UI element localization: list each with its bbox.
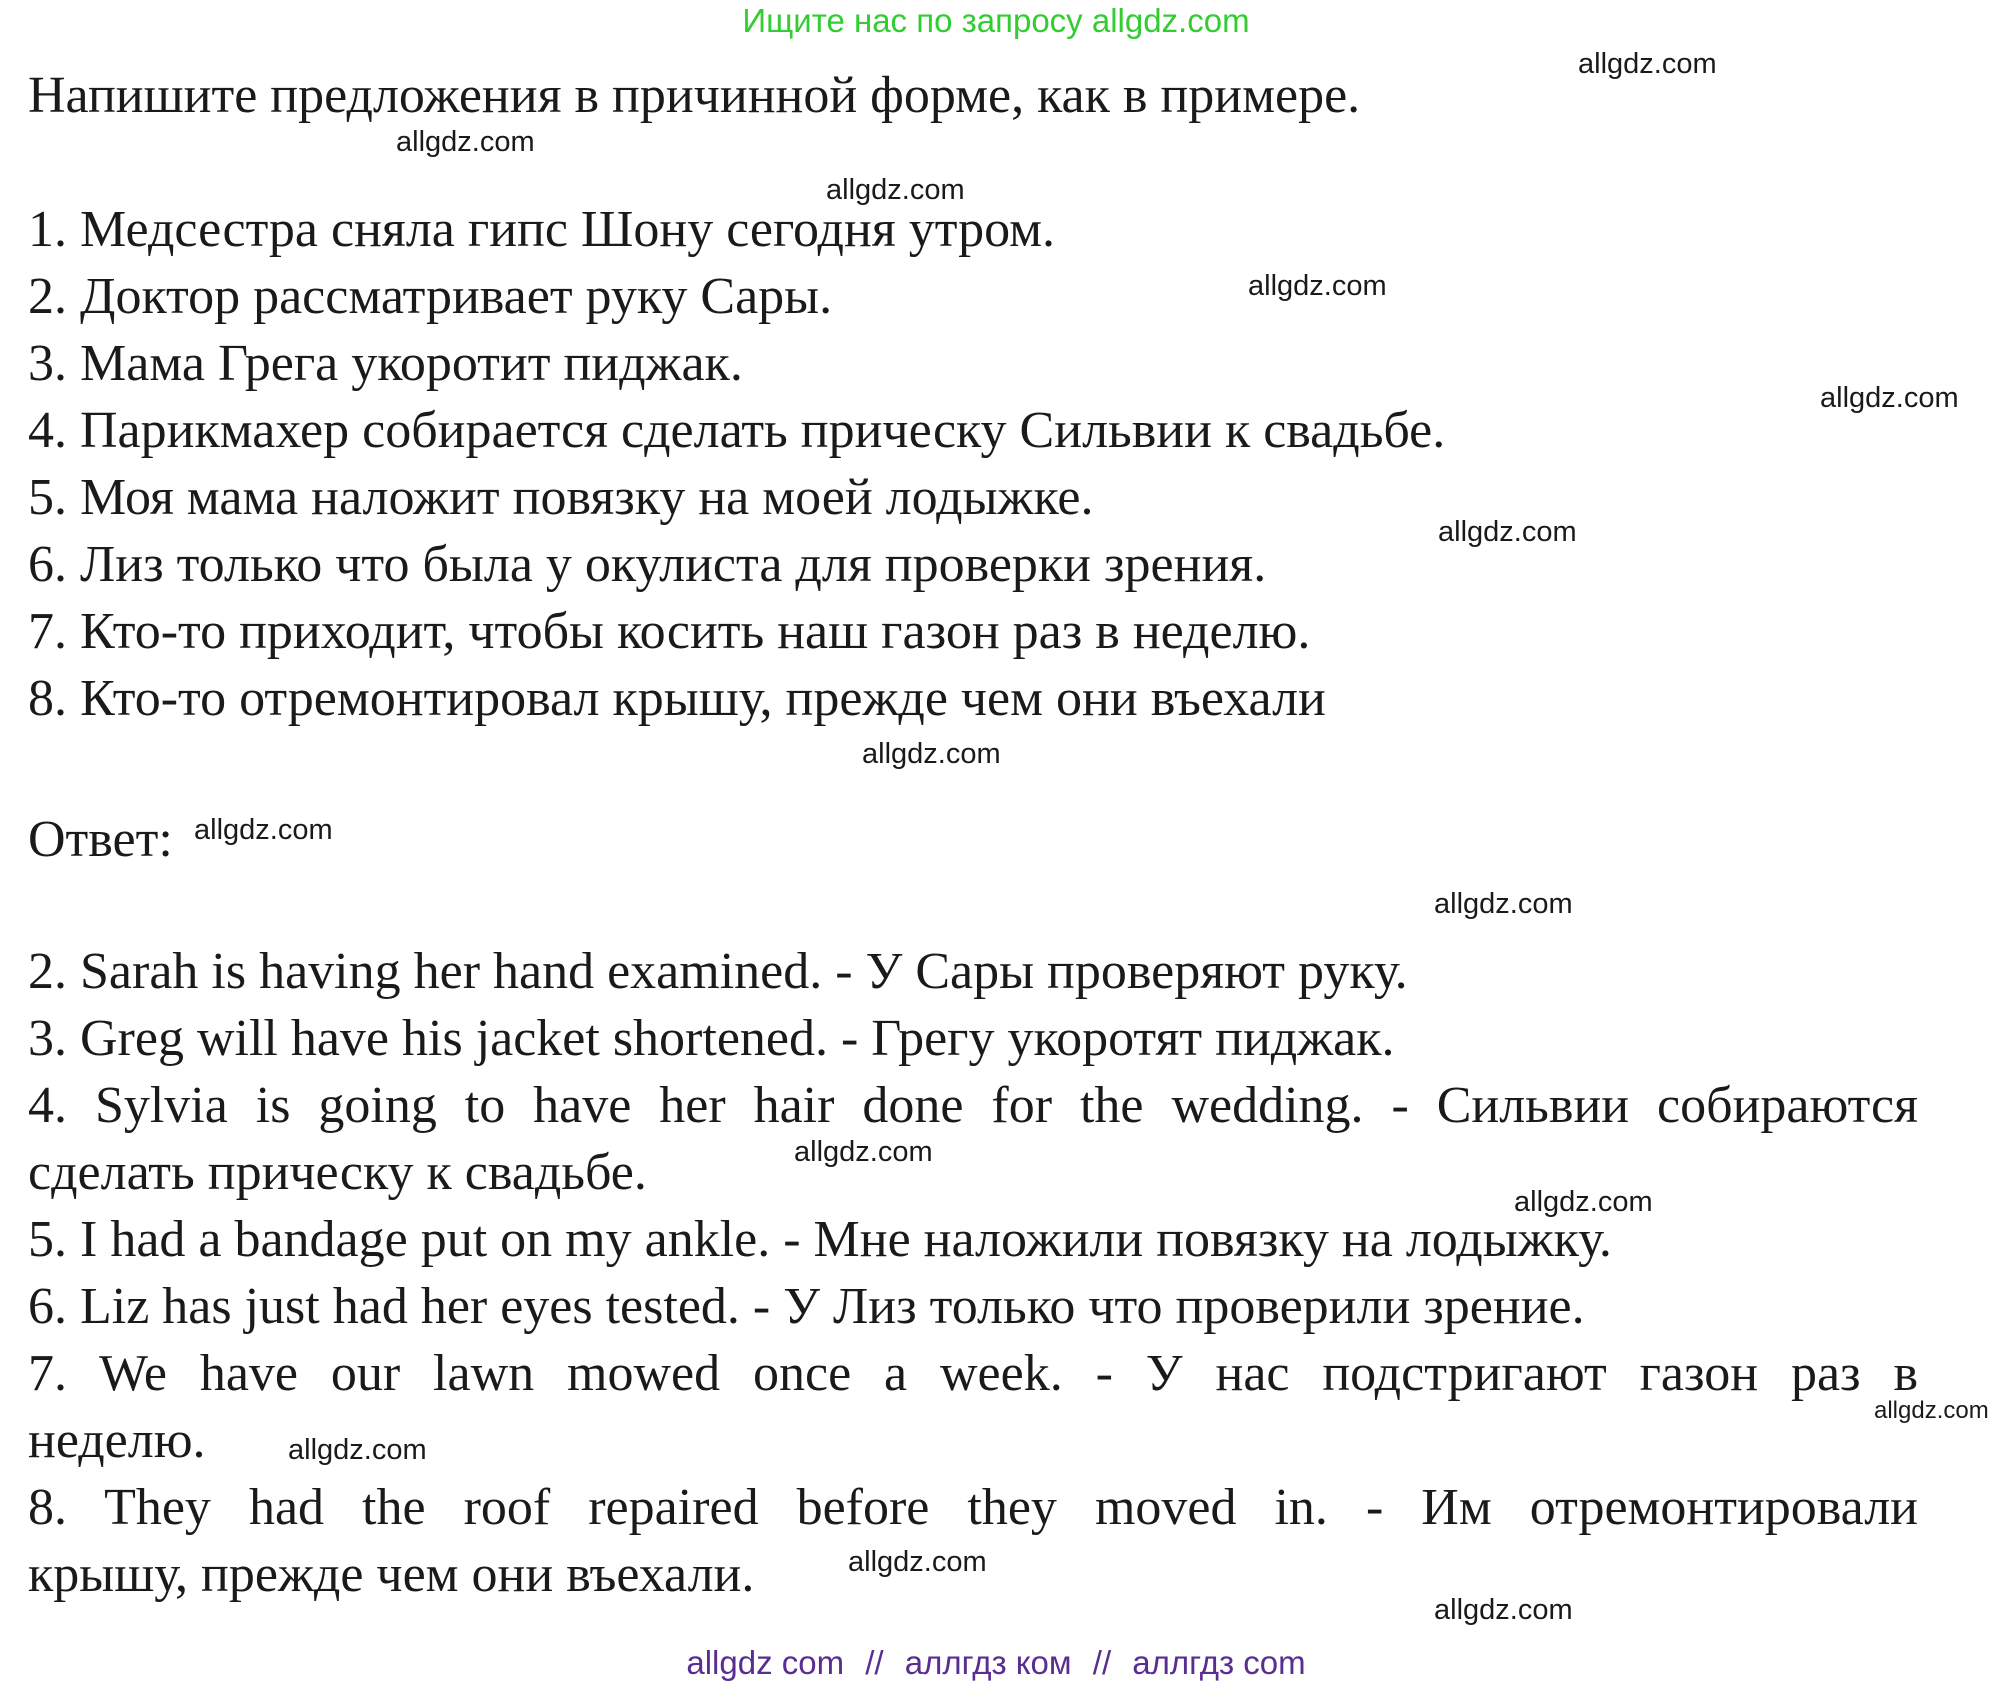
footer-link-allgdz-ru[interactable]: аллгдз ком	[904, 1644, 1072, 1681]
task-item: 5. Моя мама наложит повязку на моей лодыжке.	[28, 469, 1094, 526]
watermark: allgdz.com	[396, 126, 535, 158]
watermark: allgdz.com	[1874, 1397, 1989, 1424]
task-item: 6. Лиз только что была у окулиста для проверки зрения.	[28, 536, 1267, 593]
footer-links	[0, 1644, 1992, 1682]
watermark: allgdz.com	[288, 1434, 427, 1466]
footer-separator: //	[865, 1644, 884, 1681]
footer-separator: //	[1092, 1644, 1112, 1681]
answer-line: 4. Sylvia is going to have her hair done for the wedding. - Сильвии собираются	[28, 1077, 1918, 1134]
answer-line: неделю.	[28, 1412, 206, 1469]
watermark: allgdz.com	[1578, 48, 1717, 80]
watermark: allgdz.com	[862, 738, 1001, 770]
watermark: allgdz.com	[848, 1546, 987, 1578]
watermark: allgdz.com	[1434, 1594, 1573, 1626]
watermark: allgdz.com	[1434, 888, 1573, 920]
answer-line: 6. Liz has just had her eyes tested. - У Лиз только что проверили зрение.	[28, 1278, 1585, 1335]
task-item: 4. Парикмахер собирается сделать прическу Сильвии к свадьбе.	[28, 402, 1446, 459]
answer-label: Ответ:	[28, 811, 173, 868]
watermark: allgdz.com	[1514, 1186, 1653, 1218]
watermark: allgdz.com	[1438, 516, 1577, 548]
task-item: 7. Кто-то приходит, чтобы косить наш газон раз в неделю.	[28, 603, 1311, 660]
watermark: allgdz.com	[194, 814, 333, 846]
answer-line: 8. They had the roof repaired before they moved in. - Им отремонтировали	[28, 1479, 1918, 1536]
footer-link-allgdz[interactable]: allgdz com	[686, 1644, 845, 1681]
answer-line: крышу, прежде чем они въехали.	[28, 1546, 755, 1603]
watermark: allgdz.com	[1248, 270, 1387, 302]
exercise-title: Напишите предложения в причинной форме, как в примере.	[28, 67, 1361, 124]
answer-line: сделать прическу к свадьбе.	[28, 1144, 647, 1201]
answer-line: 2. Sarah is having her hand examined. - У Сары проверяют руку.	[28, 943, 1408, 1000]
watermark: allgdz.com	[826, 174, 965, 206]
footer-link-allgdz-mixed[interactable]: аллгдз com	[1132, 1644, 1306, 1681]
task-list	[28, 196, 1445, 732]
answer-line: 7. We have our lawn mowed once a week. - У нас подстригают газон раз в	[28, 1345, 1918, 1402]
task-item: 8. Кто-то отремонтировал крышу, прежде чем они въехали	[28, 670, 1326, 727]
watermark: allgdz.com	[794, 1136, 933, 1168]
answer-line: 5. I had a bandage put on my ankle. - Мне наложили повязку на лодыжку.	[28, 1211, 1612, 1268]
watermark: allgdz.com	[1820, 382, 1959, 414]
answer-line: 3. Greg will have his jacket shortened. - Грегу укоротят пиджак.	[28, 1010, 1395, 1067]
task-item: 2. Доктор рассматривает руку Сары.	[28, 268, 833, 325]
task-item: 1. Медсестра сняла гипс Шону сегодня утром.	[28, 201, 1056, 258]
answer-list	[28, 938, 1918, 1608]
task-item: 3. Мама Грега укоротит пиджак.	[28, 335, 743, 392]
search-hint-link[interactable]: Ищите нас по запросу allgdz.com	[742, 2, 1250, 39]
